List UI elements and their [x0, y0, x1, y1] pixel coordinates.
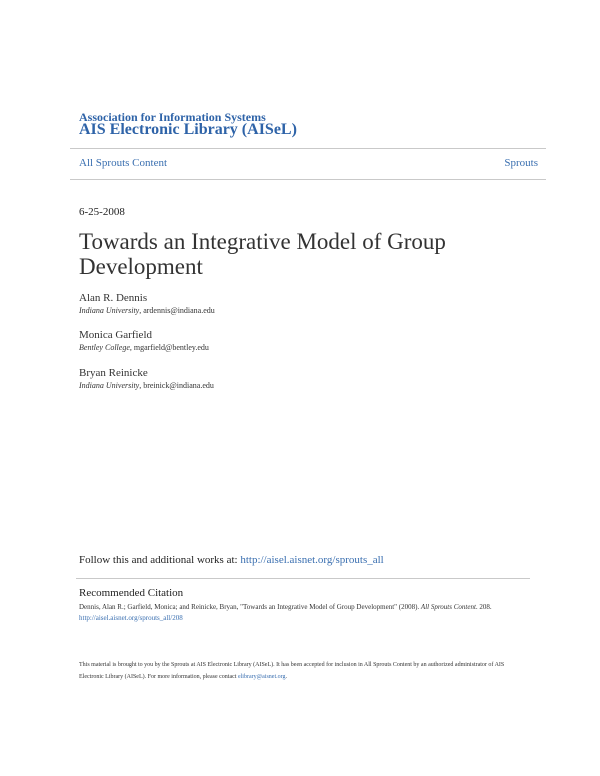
publication-date: 6-25-2008: [79, 206, 125, 218]
author-affiliation-line: Indiana University, ardennis@indiana.edu: [79, 306, 215, 315]
author-email: breinick@indiana.edu: [143, 381, 214, 390]
all-sprouts-link[interactable]: All Sprouts Content: [79, 157, 168, 169]
citation-main: Dennis, Alan R.; Garfield, Monica; and Reinicke, Bryan, "Towards an Integrative Model of Group Development" (2008).: [79, 603, 420, 611]
author-name: Bryan Reinicke: [79, 367, 148, 379]
org-name: Association for Information Systems: [79, 110, 266, 124]
author-2: [79, 328, 209, 354]
recommended-citation-heading: Recommended Citation: [79, 587, 184, 599]
citation-text: [79, 602, 529, 624]
divider-top: [70, 148, 546, 149]
footer-end: .: [285, 674, 288, 680]
author-1: [79, 291, 215, 317]
follow-link[interactable]: http://aisel.aisnet.org/sprouts_all: [240, 554, 384, 566]
footer-email-link[interactable]: elibrary@aisnet.org: [237, 674, 286, 680]
author-affiliation-line: Bentley College, mgarfield@bentley.edu: [79, 343, 209, 352]
footer-notice: [79, 659, 529, 683]
citation-journal: All Sprouts Content: [420, 603, 476, 611]
follow-line: [79, 554, 384, 566]
author-email: mgarfield@bentley.edu: [133, 343, 209, 352]
footer-text: This material is brought to you by the Sprouts at AIS Electronic Library (AISeL). It has been accepted for inclusion in All Sprouts Content by an authorized administrator of AIS Electronic Library (AISeL). For more information, please contact: [79, 662, 505, 680]
author-name: Alan R. Dennis: [79, 292, 148, 304]
divider-citation: [76, 578, 530, 579]
author-affiliation: Bentley College: [79, 343, 130, 352]
author-affiliation-line: Indiana University, breinick@indiana.edu: [79, 381, 214, 390]
author-email: ardennis@indiana.edu: [143, 306, 215, 315]
citation-link[interactable]: http://aisel.aisnet.org/sprouts_all/208: [79, 614, 183, 622]
sprouts-link[interactable]: Sprouts: [504, 157, 538, 169]
author-3: [79, 366, 214, 392]
author-affiliation: Indiana University: [79, 381, 140, 390]
author-name: Monica Garfield: [79, 329, 152, 341]
follow-text: Follow this and additional works at:: [79, 554, 241, 566]
citation-number: . 208.: [475, 603, 492, 611]
paper-title: Towards an Integrative Model of Group Development: [79, 229, 446, 279]
author-affiliation: Indiana University: [79, 306, 140, 315]
library-name: AIS Electronic Library (AISeL): [79, 121, 297, 138]
divider-nav: [70, 179, 546, 180]
